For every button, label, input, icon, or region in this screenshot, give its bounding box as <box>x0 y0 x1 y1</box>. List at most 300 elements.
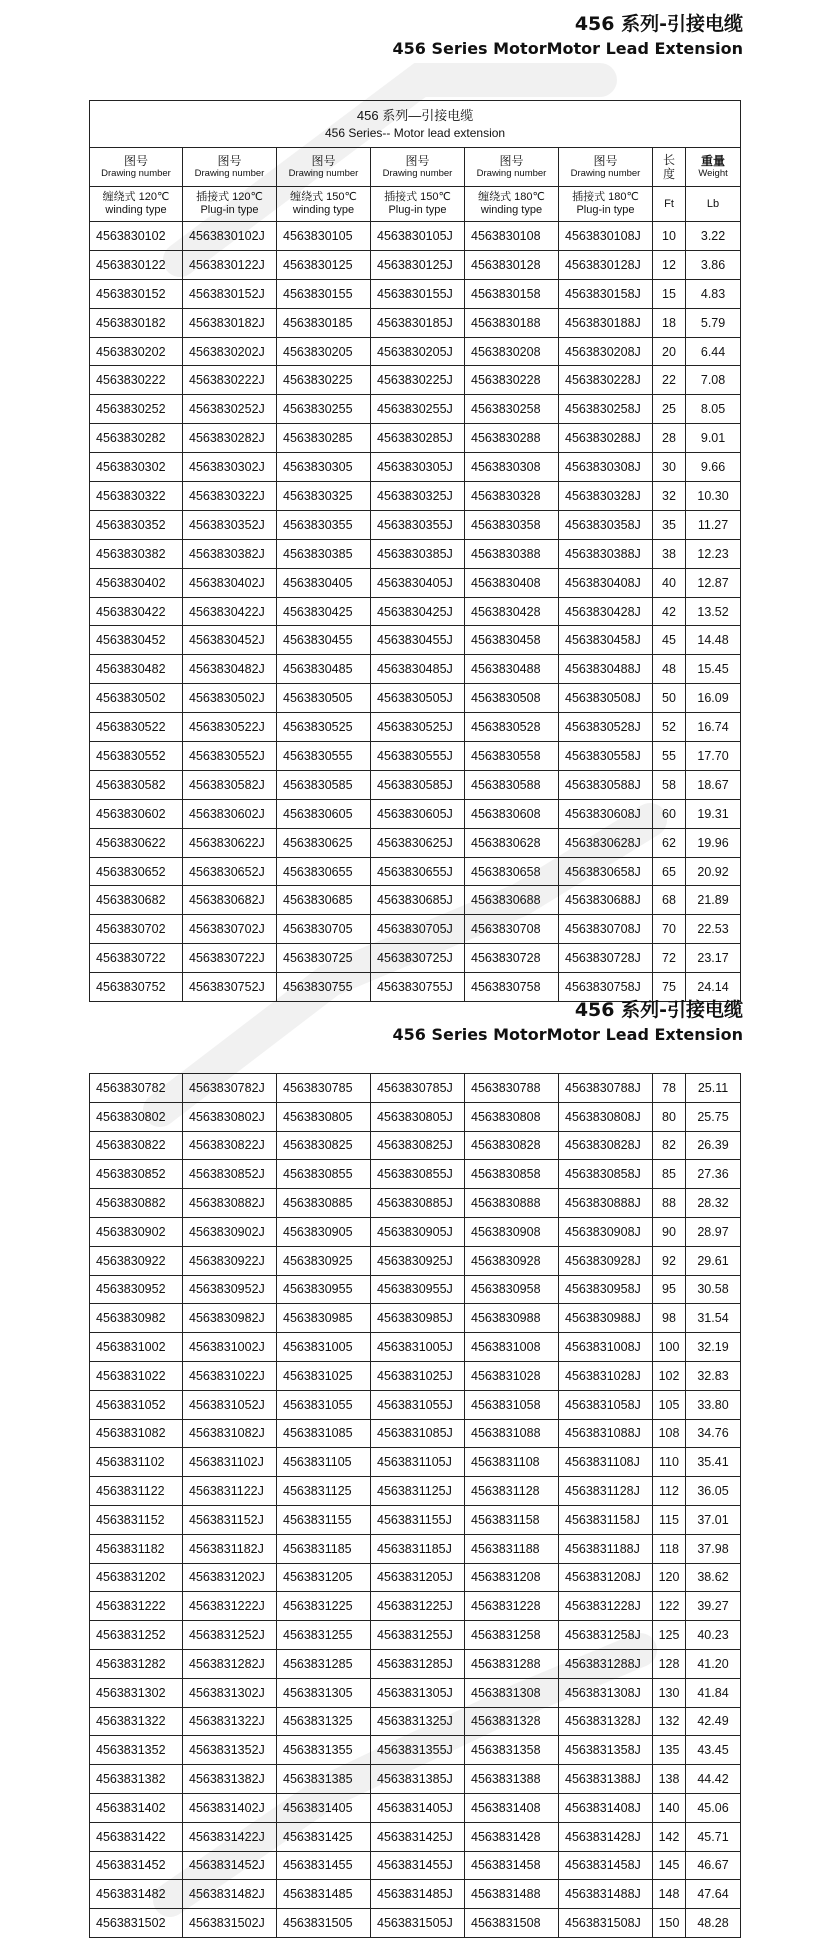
weight-cell: 11.27 <box>686 510 741 539</box>
length-cell: 80 <box>653 1102 686 1131</box>
drawing-number-cell: 4563831255 <box>277 1621 371 1650</box>
table-row <box>90 1477 741 1506</box>
drawing-number-cell: 4563830385 <box>277 539 371 568</box>
length-cell: 48 <box>653 655 686 684</box>
drawing-number-cell: 4563830952 <box>90 1275 183 1304</box>
drawing-number-cell: 4563831322 <box>90 1707 183 1736</box>
table-row <box>90 770 741 799</box>
weight-cell: 37.98 <box>686 1534 741 1563</box>
drawing-number-cell: 4563830982 <box>90 1304 183 1333</box>
drawing-number-cell: 4563831122J <box>183 1477 277 1506</box>
length-cell: 22 <box>653 366 686 395</box>
col-subheader: 插接式 150℃ Plug-in type <box>371 187 465 222</box>
page-title-zh: 456 系列-引接电缆 <box>574 999 743 1021</box>
drawing-number-cell: 4563831358J <box>559 1736 653 1765</box>
drawing-number-cell: 4563830285J <box>371 424 465 453</box>
drawing-number-cell: 4563831288 <box>465 1649 559 1678</box>
page-title-en: 456 Series MotorMotor Lead Extension <box>392 1025 743 1044</box>
drawing-number-cell: 4563830255J <box>371 395 465 424</box>
drawing-number-cell: 4563830925J <box>371 1246 465 1275</box>
drawing-number-cell: 4563831052J <box>183 1390 277 1419</box>
drawing-number-cell: 4563831005 <box>277 1333 371 1362</box>
table-row <box>90 597 741 626</box>
table-row <box>90 886 741 915</box>
drawing-number-cell: 4563831288J <box>559 1649 653 1678</box>
drawing-number-cell: 4563830858 <box>465 1160 559 1189</box>
table-row <box>90 1419 741 1448</box>
length-cell: 142 <box>653 1822 686 1851</box>
table-row <box>90 366 741 395</box>
drawing-number-cell: 4563830855 <box>277 1160 371 1189</box>
weight-cell: 18.67 <box>686 770 741 799</box>
drawing-number-cell: 4563830558 <box>465 742 559 771</box>
drawing-number-cell: 4563831028J <box>559 1361 653 1390</box>
weight-cell: 22.53 <box>686 915 741 944</box>
drawing-number-cell: 4563830222J <box>183 366 277 395</box>
drawing-number-cell: 4563830452J <box>183 626 277 655</box>
drawing-number-cell: 4563830922J <box>183 1246 277 1275</box>
drawing-number-cell: 4563830682J <box>183 886 277 915</box>
col-header: 图号 Drawing number <box>90 148 183 187</box>
weight-cell: 17.70 <box>686 742 741 771</box>
table-row <box>90 1246 741 1275</box>
drawing-number-cell: 4563830402 <box>90 568 183 597</box>
drawing-number-cell: 4563831255J <box>371 1621 465 1650</box>
weight-cell: 28.32 <box>686 1189 741 1218</box>
drawing-number-cell: 4563830425J <box>371 597 465 626</box>
length-cell: 35 <box>653 510 686 539</box>
table-row <box>90 1678 741 1707</box>
weight-cell: 48.28 <box>686 1909 741 1938</box>
drawing-number-cell: 4563830328 <box>465 482 559 511</box>
table-row <box>90 424 741 453</box>
drawing-number-cell: 4563830625J <box>371 828 465 857</box>
table-row <box>90 1275 741 1304</box>
drawing-number-cell: 4563831205 <box>277 1563 371 1592</box>
drawing-number-cell: 4563830622 <box>90 828 183 857</box>
drawing-number-cell: 4563830288J <box>559 424 653 453</box>
drawing-number-cell: 4563830208 <box>465 337 559 366</box>
drawing-number-cell: 4563830882J <box>183 1189 277 1218</box>
weight-cell: 37.01 <box>686 1505 741 1534</box>
length-cell: 68 <box>653 886 686 915</box>
drawing-number-cell: 4563830455J <box>371 626 465 655</box>
drawing-number-cell: 4563830822J <box>183 1131 277 1160</box>
weight-cell: 9.66 <box>686 453 741 482</box>
drawing-number-cell: 4563830202 <box>90 337 183 366</box>
table-body-2 <box>90 1074 741 1938</box>
drawing-number-cell: 4563830428 <box>465 597 559 626</box>
drawing-number-cell: 4563830988J <box>559 1304 653 1333</box>
drawing-number-cell: 4563830185J <box>371 308 465 337</box>
drawing-number-cell: 4563830388J <box>559 539 653 568</box>
weight-cell: 36.05 <box>686 1477 741 1506</box>
drawing-number-cell: 4563831205J <box>371 1563 465 1592</box>
length-cell: 98 <box>653 1304 686 1333</box>
drawing-number-cell: 4563830108 <box>465 222 559 251</box>
drawing-number-cell: 4563830608J <box>559 799 653 828</box>
table-row <box>90 1851 741 1880</box>
drawing-number-cell: 4563830158J <box>559 279 653 308</box>
table-row <box>90 1592 741 1621</box>
drawing-number-cell: 4563831422J <box>183 1822 277 1851</box>
length-cell: 10 <box>653 222 686 251</box>
table-row <box>90 1649 741 1678</box>
drawing-number-cell: 4563831302J <box>183 1678 277 1707</box>
drawing-number-cell: 4563830128 <box>465 250 559 279</box>
drawing-number-cell: 4563830128J <box>559 250 653 279</box>
drawing-number-cell: 4563831305J <box>371 1678 465 1707</box>
drawing-number-cell: 4563830802 <box>90 1102 183 1131</box>
drawing-number-cell: 4563830682 <box>90 886 183 915</box>
drawing-number-cell: 4563831258 <box>465 1621 559 1650</box>
drawing-number-cell: 4563830725J <box>371 944 465 973</box>
weight-cell: 30.58 <box>686 1275 741 1304</box>
col-header: 图号 Drawing number <box>183 148 277 187</box>
drawing-number-cell: 4563830258J <box>559 395 653 424</box>
drawing-number-cell: 4563830982J <box>183 1304 277 1333</box>
table-row <box>90 626 741 655</box>
table-row <box>90 1736 741 1765</box>
table-row <box>90 1909 741 1938</box>
drawing-number-cell: 4563830928J <box>559 1246 653 1275</box>
weight-cell: 8.05 <box>686 395 741 424</box>
drawing-number-cell: 4563830752 <box>90 973 183 1002</box>
table-row <box>90 250 741 279</box>
drawing-number-cell: 4563831405J <box>371 1793 465 1822</box>
length-cell: 125 <box>653 1621 686 1650</box>
drawing-number-cell: 4563830902 <box>90 1217 183 1246</box>
drawing-number-cell: 4563830125 <box>277 250 371 279</box>
length-cell: 52 <box>653 713 686 742</box>
drawing-number-cell: 4563830958 <box>465 1275 559 1304</box>
drawing-number-cell: 4563831328J <box>559 1707 653 1736</box>
drawing-number-cell: 4563830908 <box>465 1217 559 1246</box>
drawing-number-cell: 4563830522J <box>183 713 277 742</box>
drawing-number-cell: 4563830855J <box>371 1160 465 1189</box>
drawing-number-cell: 4563830828 <box>465 1131 559 1160</box>
drawing-number-cell: 4563830625 <box>277 828 371 857</box>
weight-cell: 5.79 <box>686 308 741 337</box>
weight-cell: 25.11 <box>686 1074 741 1103</box>
drawing-number-cell: 4563830958J <box>559 1275 653 1304</box>
weight-cell: 42.49 <box>686 1707 741 1736</box>
table-row <box>90 279 741 308</box>
col-subheader: 插接式 120℃ Plug-in type <box>183 187 277 222</box>
drawing-number-cell: 4563830508 <box>465 684 559 713</box>
drawing-number-cell: 4563830222 <box>90 366 183 395</box>
drawing-number-cell: 4563831188J <box>559 1534 653 1563</box>
drawing-number-cell: 4563831002 <box>90 1333 183 1362</box>
drawing-number-cell: 4563830182 <box>90 308 183 337</box>
header-row <box>90 148 741 187</box>
drawing-number-cell: 4563830358J <box>559 510 653 539</box>
drawing-number-cell: 4563831488 <box>465 1880 559 1909</box>
table-row <box>90 713 741 742</box>
weight-cell: 45.06 <box>686 1793 741 1822</box>
weight-cell: 32.19 <box>686 1333 741 1362</box>
length-cell: 85 <box>653 1160 686 1189</box>
drawing-number-cell: 4563831228 <box>465 1592 559 1621</box>
drawing-number-cell: 4563830422J <box>183 597 277 626</box>
drawing-number-cell: 4563830408 <box>465 568 559 597</box>
length-cell: 12 <box>653 250 686 279</box>
length-cell: 88 <box>653 1189 686 1218</box>
drawing-number-cell: 4563831302 <box>90 1678 183 1707</box>
drawing-number-cell: 4563830905 <box>277 1217 371 1246</box>
table-row <box>90 482 741 511</box>
drawing-number-cell: 4563830852 <box>90 1160 183 1189</box>
drawing-number-cell: 4563830582J <box>183 770 277 799</box>
weight-cell: 46.67 <box>686 1851 741 1880</box>
weight-cell: 40.23 <box>686 1621 741 1650</box>
length-cell: 145 <box>653 1851 686 1880</box>
drawing-number-cell: 4563830358 <box>465 510 559 539</box>
drawing-number-cell: 4563830605J <box>371 799 465 828</box>
drawing-number-cell: 4563831182 <box>90 1534 183 1563</box>
drawing-number-cell: 4563830885J <box>371 1189 465 1218</box>
length-cell: 110 <box>653 1448 686 1477</box>
drawing-number-cell: 4563830852J <box>183 1160 277 1189</box>
drawing-number-cell: 4563830285 <box>277 424 371 453</box>
drawing-number-cell: 4563830628 <box>465 828 559 857</box>
weight-cell: 24.14 <box>686 973 741 1002</box>
drawing-number-cell: 4563830405J <box>371 568 465 597</box>
drawing-number-cell: 4563831385 <box>277 1765 371 1794</box>
drawing-number-cell: 4563831428 <box>465 1822 559 1851</box>
drawing-number-cell: 4563830502 <box>90 684 183 713</box>
length-cell: 108 <box>653 1419 686 1448</box>
drawing-number-cell: 4563830525J <box>371 713 465 742</box>
drawing-number-cell: 4563830755 <box>277 973 371 1002</box>
col-subheader: 缠绕式 180℃ winding type <box>465 187 559 222</box>
drawing-number-cell: 4563831252J <box>183 1621 277 1650</box>
drawing-number-cell: 4563830785 <box>277 1074 371 1103</box>
table-caption <box>90 101 741 148</box>
weight-cell: 25.75 <box>686 1102 741 1131</box>
drawing-number-cell: 4563831025 <box>277 1361 371 1390</box>
drawing-number-cell: 4563830105 <box>277 222 371 251</box>
page-title-top <box>392 12 743 60</box>
drawing-number-cell: 4563830522 <box>90 713 183 742</box>
drawing-number-cell: 4563831252 <box>90 1621 183 1650</box>
length-cell: 130 <box>653 1678 686 1707</box>
weight-cell: 13.52 <box>686 597 741 626</box>
length-cell: 118 <box>653 1534 686 1563</box>
weight-cell: 12.87 <box>686 568 741 597</box>
drawing-number-cell: 4563831225J <box>371 1592 465 1621</box>
drawing-number-cell: 4563830422 <box>90 597 183 626</box>
table-row <box>90 1217 741 1246</box>
drawing-number-cell: 4563831152J <box>183 1505 277 1534</box>
length-cell: 38 <box>653 539 686 568</box>
drawing-number-cell: 4563831202 <box>90 1563 183 1592</box>
drawing-number-cell: 4563830485J <box>371 655 465 684</box>
weight-cell: 41.20 <box>686 1649 741 1678</box>
drawing-number-cell: 4563830202J <box>183 337 277 366</box>
table-row <box>90 944 741 973</box>
weight-cell: 19.31 <box>686 799 741 828</box>
table-row <box>90 510 741 539</box>
drawing-number-cell: 4563831402 <box>90 1793 183 1822</box>
drawing-number-cell: 4563831105J <box>371 1448 465 1477</box>
drawing-number-cell: 4563831158J <box>559 1505 653 1534</box>
drawing-number-cell: 4563830428J <box>559 597 653 626</box>
drawing-number-cell: 4563831258J <box>559 1621 653 1650</box>
drawing-number-cell: 4563830282 <box>90 424 183 453</box>
drawing-number-cell: 4563830585J <box>371 770 465 799</box>
drawing-number-cell: 4563831352J <box>183 1736 277 1765</box>
drawing-number-cell: 4563830525 <box>277 713 371 742</box>
weight-cell: 38.62 <box>686 1563 741 1592</box>
drawing-number-cell: 4563830502J <box>183 684 277 713</box>
table-row <box>90 308 741 337</box>
drawing-number-cell: 4563831352 <box>90 1736 183 1765</box>
length-cell: 148 <box>653 1880 686 1909</box>
drawing-number-cell: 4563830655 <box>277 857 371 886</box>
drawing-number-cell: 4563830485 <box>277 655 371 684</box>
table-row <box>90 684 741 713</box>
drawing-number-cell: 4563831282J <box>183 1649 277 1678</box>
length-cell: 150 <box>653 1909 686 1938</box>
drawing-number-cell: 4563830908J <box>559 1217 653 1246</box>
weight-cell: 3.22 <box>686 222 741 251</box>
drawing-number-cell: 4563831125 <box>277 1477 371 1506</box>
drawing-number-cell: 4563830905J <box>371 1217 465 1246</box>
drawing-number-cell: 4563830652J <box>183 857 277 886</box>
drawing-number-cell: 4563831452 <box>90 1851 183 1880</box>
table-row <box>90 1361 741 1390</box>
drawing-number-cell: 4563831322J <box>183 1707 277 1736</box>
drawing-number-cell: 4563830925 <box>277 1246 371 1275</box>
weight-cell: 23.17 <box>686 944 741 973</box>
drawing-number-cell: 4563830752J <box>183 973 277 1002</box>
page-title-zh: 456 系列-引接电缆 <box>574 13 743 35</box>
drawing-number-cell: 4563831108 <box>465 1448 559 1477</box>
drawing-number-cell: 4563831425J <box>371 1822 465 1851</box>
drawing-number-cell: 4563831402J <box>183 1793 277 1822</box>
col-header: 图号 Drawing number <box>277 148 371 187</box>
drawing-number-cell: 4563830255 <box>277 395 371 424</box>
drawing-number-cell: 4563830228 <box>465 366 559 395</box>
drawing-number-cell: 4563830122J <box>183 250 277 279</box>
drawing-number-cell: 4563830528J <box>559 713 653 742</box>
drawing-number-cell: 4563830355 <box>277 510 371 539</box>
drawing-number-cell: 4563831325J <box>371 1707 465 1736</box>
drawing-number-cell: 4563830988 <box>465 1304 559 1333</box>
drawing-number-cell: 4563831285 <box>277 1649 371 1678</box>
drawing-number-cell: 4563831022 <box>90 1361 183 1390</box>
drawing-number-cell: 4563831058J <box>559 1390 653 1419</box>
drawing-number-cell: 4563831128J <box>559 1477 653 1506</box>
drawing-number-cell: 4563830352J <box>183 510 277 539</box>
length-cell: 95 <box>653 1275 686 1304</box>
table-row <box>90 655 741 684</box>
weight-cell: 3.86 <box>686 250 741 279</box>
drawing-number-cell: 4563830955J <box>371 1275 465 1304</box>
drawing-number-cell: 4563831082J <box>183 1419 277 1448</box>
drawing-number-cell: 4563830252 <box>90 395 183 424</box>
drawing-number-cell: 4563831405 <box>277 1793 371 1822</box>
drawing-number-cell: 4563830788J <box>559 1074 653 1103</box>
drawing-number-cell: 4563831485 <box>277 1880 371 1909</box>
lead-extension-table-2 <box>89 1073 741 1938</box>
drawing-number-cell: 4563830725 <box>277 944 371 973</box>
table-row <box>90 1448 741 1477</box>
table-row <box>90 1765 741 1794</box>
drawing-number-cell: 4563830322 <box>90 482 183 511</box>
drawing-number-cell: 4563830728 <box>465 944 559 973</box>
drawing-number-cell: 4563831508J <box>559 1909 653 1938</box>
weight-cell: 31.54 <box>686 1304 741 1333</box>
drawing-number-cell: 4563830102J <box>183 222 277 251</box>
col-header: 图号 Drawing number <box>465 148 559 187</box>
drawing-number-cell: 4563831005J <box>371 1333 465 1362</box>
length-cell: 15 <box>653 279 686 308</box>
table-row <box>90 539 741 568</box>
table-caption-zh: 456 系列—引接电缆 <box>356 108 474 123</box>
drawing-number-cell: 4563831308 <box>465 1678 559 1707</box>
length-cell: 75 <box>653 973 686 1002</box>
weight-cell: 10.30 <box>686 482 741 511</box>
drawing-number-cell: 4563831085J <box>371 1419 465 1448</box>
drawing-number-cell: 4563830388 <box>465 539 559 568</box>
drawing-number-cell: 4563831222J <box>183 1592 277 1621</box>
length-cell: 138 <box>653 1765 686 1794</box>
drawing-number-cell: 4563830985 <box>277 1304 371 1333</box>
subheader-row <box>90 187 741 222</box>
drawing-number-cell: 4563830252J <box>183 395 277 424</box>
col-subheader: 缠绕式 150℃ winding type <box>277 187 371 222</box>
drawing-number-cell: 4563831055 <box>277 1390 371 1419</box>
drawing-number-cell: 4563830288 <box>465 424 559 453</box>
drawing-number-cell: 4563830258 <box>465 395 559 424</box>
table-row <box>90 1160 741 1189</box>
weight-cell: 6.44 <box>686 337 741 366</box>
weight-cell: 45.71 <box>686 1822 741 1851</box>
weight-cell: 41.84 <box>686 1678 741 1707</box>
length-cell: 28 <box>653 424 686 453</box>
length-cell: 120 <box>653 1563 686 1592</box>
length-cell: 105 <box>653 1390 686 1419</box>
drawing-number-cell: 4563831008J <box>559 1333 653 1362</box>
table-row <box>90 222 741 251</box>
drawing-number-cell: 4563830755J <box>371 973 465 1002</box>
table-row <box>90 1880 741 1909</box>
drawing-number-cell: 4563831225 <box>277 1592 371 1621</box>
drawing-number-cell: 4563830808J <box>559 1102 653 1131</box>
weight-cell: 4.83 <box>686 279 741 308</box>
length-cell: 90 <box>653 1217 686 1246</box>
drawing-number-cell: 4563830122 <box>90 250 183 279</box>
drawing-number-cell: 4563830302 <box>90 453 183 482</box>
drawing-number-cell: 4563830782J <box>183 1074 277 1103</box>
drawing-number-cell: 4563830608 <box>465 799 559 828</box>
drawing-number-cell: 4563830185 <box>277 308 371 337</box>
drawing-number-cell: 4563830325J <box>371 482 465 511</box>
drawing-number-cell: 4563831458J <box>559 1851 653 1880</box>
drawing-number-cell: 4563830955 <box>277 1275 371 1304</box>
length-cell: 32 <box>653 482 686 511</box>
drawing-number-cell: 4563830152 <box>90 279 183 308</box>
drawing-number-cell: 4563830688 <box>465 886 559 915</box>
length-cell: 135 <box>653 1736 686 1765</box>
table-row <box>90 1390 741 1419</box>
weight-cell: 16.09 <box>686 684 741 713</box>
drawing-number-cell: 4563830455 <box>277 626 371 655</box>
drawing-number-cell: 4563830158 <box>465 279 559 308</box>
drawing-number-cell: 4563831382 <box>90 1765 183 1794</box>
